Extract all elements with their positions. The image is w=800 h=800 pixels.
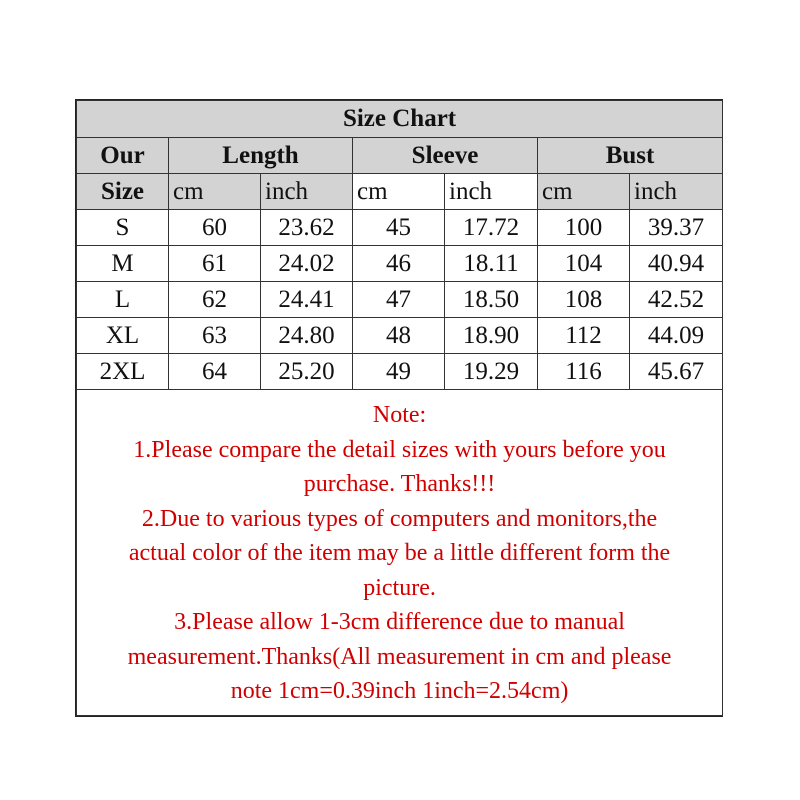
size-cell: 2XL [77,354,169,390]
size-cell: XL [77,318,169,354]
table-body [77,210,723,390]
value-cell: 18.50 [445,282,538,318]
note-line: note 1cm=0.39inch 1inch=2.54cm) [230,678,569,704]
value-cell: 45 [353,210,445,246]
value-cell: 64 [169,354,261,390]
value-cell: 24.41 [261,282,353,318]
value-cell: 46 [353,246,445,282]
value-cell: 18.11 [445,246,538,282]
size-header-top: Our [77,138,169,174]
value-cell: 44.09 [630,318,723,354]
note-line: 3.Please allow 1-3cm difference due to manual [174,609,625,635]
note-line: picture. [363,574,436,601]
unit-label: inch [630,174,723,210]
note-line: measurement.Thanks(All measurement in cm and please [127,643,672,670]
table-row [77,354,723,390]
table-row [77,246,723,282]
value-cell: 42.52 [630,282,723,318]
value-cell: 108 [538,282,630,318]
sleeve-header: Sleeve [353,138,538,174]
value-cell: 60 [169,210,261,246]
note-heading: Note: [372,402,427,428]
value-cell: 19.29 [445,354,538,390]
table-row [77,318,723,354]
value-cell: 24.80 [261,318,353,354]
size-chart [75,99,723,717]
note-line: 1.Please compare the detail sizes with yours before you [133,436,666,463]
length-header: Length [169,138,353,174]
note-line: actual color of the item may be a little different form the [128,540,671,566]
value-cell: 48 [353,318,445,354]
unit-label: inch [445,174,538,210]
bust-header: Bust [538,138,723,174]
note-line: purchase. Thanks!!! [303,471,496,497]
value-cell: 104 [538,246,630,282]
value-cell: 45.67 [630,354,723,390]
value-cell: 49 [353,354,445,390]
note-box [77,390,723,716]
unit-label: cm [169,174,261,210]
size-cell: L [77,282,169,318]
value-cell: 47 [353,282,445,318]
size-header-bottom: Size [77,174,169,210]
note-line: 2.Due to various types of computers and monitors,the [141,505,658,532]
unit-label: cm [538,174,630,210]
size-cell: M [77,246,169,282]
value-cell: 39.37 [630,210,723,246]
value-cell: 25.20 [261,354,353,390]
size-cell: S [77,210,169,246]
value-cell: 61 [169,246,261,282]
unit-label: inch [261,174,353,210]
table-row [77,282,723,318]
value-cell: 62 [169,282,261,318]
value-cell: 18.90 [445,318,538,354]
size-table [76,100,723,716]
chart-title: Size Chart [77,101,723,138]
unit-label: cm [353,174,445,210]
value-cell: 24.02 [261,246,353,282]
table-row [77,210,723,246]
value-cell: 100 [538,210,630,246]
value-cell: 63 [169,318,261,354]
value-cell: 17.72 [445,210,538,246]
value-cell: 112 [538,318,630,354]
value-cell: 23.62 [261,210,353,246]
value-cell: 116 [538,354,630,390]
value-cell: 40.94 [630,246,723,282]
